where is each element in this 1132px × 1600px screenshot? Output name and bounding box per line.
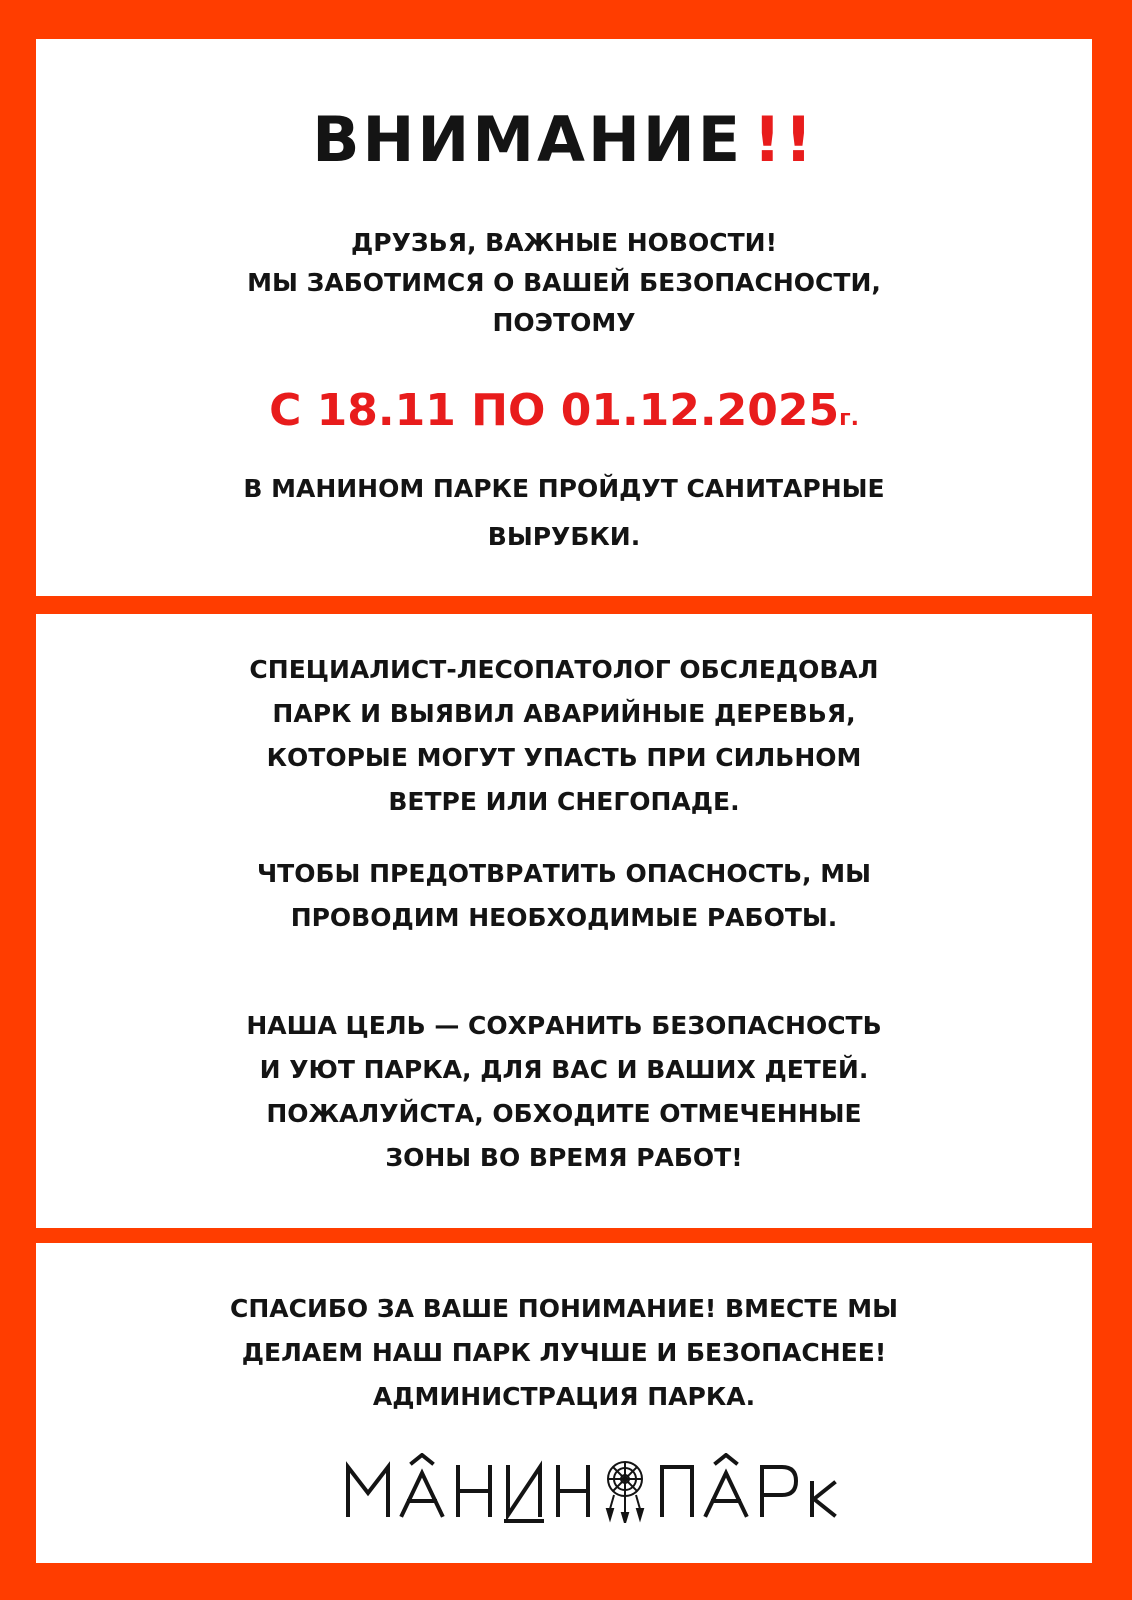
intro-line: ДРУЗЬЯ, ВАЖНЫЕ НОВОСТИ! [351, 228, 777, 257]
paragraph-line: НАША ЦЕЛЬ — СОХРАНИТЬ БЕЗОПАСНОСТЬ [246, 1011, 882, 1040]
date-range-text: С 18.11 ПО 01.12.2025 [269, 385, 840, 436]
paragraph-line: КОТОРЫЕ МОГУТ УПАСТЬ ПРИ СИЛЬНОМ [266, 743, 862, 772]
paragraph-line: ВЕТРЕ ИЛИ СНЕГОПАДЕ. [388, 787, 740, 816]
intro-line: МЫ ЗАБОТИМСЯ О ВАШЕЙ БЕЗОПАСНОСТИ, [247, 268, 881, 297]
notice-title [36, 103, 1092, 176]
thanks-line: ДЕЛАЕМ НАШ ПАРК ЛУЧШЕ И БЕЗОПАСНЕЕ! [241, 1338, 887, 1367]
announcement-text [36, 465, 1092, 561]
park-logo-graphic [36, 1453, 1092, 1523]
paragraph-line: СПЕЦИАЛИСТ-ЛЕСОПАТОЛОГ ОБСЛЕДОВАЛ [249, 655, 879, 684]
park-logo [36, 1453, 1092, 1523]
intro-text [36, 223, 1092, 343]
paragraph-line: ЧТОБЫ ПРЕДОТВРАТИТЬ ОПАСНОСТЬ, МЫ [256, 859, 872, 888]
date-range [36, 385, 1092, 436]
notice-panel [36, 39, 1092, 596]
announcement-line: В МАНИНОМ ПАРКЕ ПРОЙДУТ САНИТАРНЫЕ [243, 474, 885, 503]
paragraph-line: ПРОВОДИМ НЕОБХОДИМЫЕ РАБОТЫ. [290, 903, 838, 932]
paragraph-line: ПАРК И ВЫЯВИЛ АВАРИЙНЫЕ ДЕРЕВЬЯ, [272, 699, 856, 728]
exclamation-mark: !! [753, 103, 816, 176]
title-text: ВНИМАНИЕ [312, 103, 744, 176]
intro-line: ПОЭТОМУ [492, 308, 636, 337]
thanks-line: АДМИНИСТРАЦИЯ ПАРКА. [372, 1382, 756, 1411]
year-suffix: г. [839, 406, 859, 431]
announcement-line: ВЫРУБКИ. [487, 522, 641, 551]
paragraph-line: ЗОНЫ ВО ВРЕМЯ РАБОТ! [385, 1143, 743, 1172]
thanks-line: СПАСИБО ЗА ВАШЕ ПОНИМАНИЕ! ВМЕСТЕ МЫ [229, 1294, 899, 1323]
paragraph-line: ПОЖАЛУЙСТА, ОБХОДИТЕ ОТМЕЧЕННЫЕ [266, 1099, 862, 1128]
thanks-text [36, 1287, 1092, 1419]
details-panel [36, 614, 1092, 1228]
paragraph-works [36, 852, 1092, 940]
dreamcatcher-icon [607, 1462, 643, 1523]
paragraph-goal [36, 1004, 1092, 1180]
paragraph-line: И УЮТ ПАРКА, ДЛЯ ВАС И ВАШИХ ДЕТЕЙ. [259, 1055, 869, 1084]
closing-panel [36, 1243, 1092, 1563]
paragraph-inspection [36, 648, 1092, 824]
